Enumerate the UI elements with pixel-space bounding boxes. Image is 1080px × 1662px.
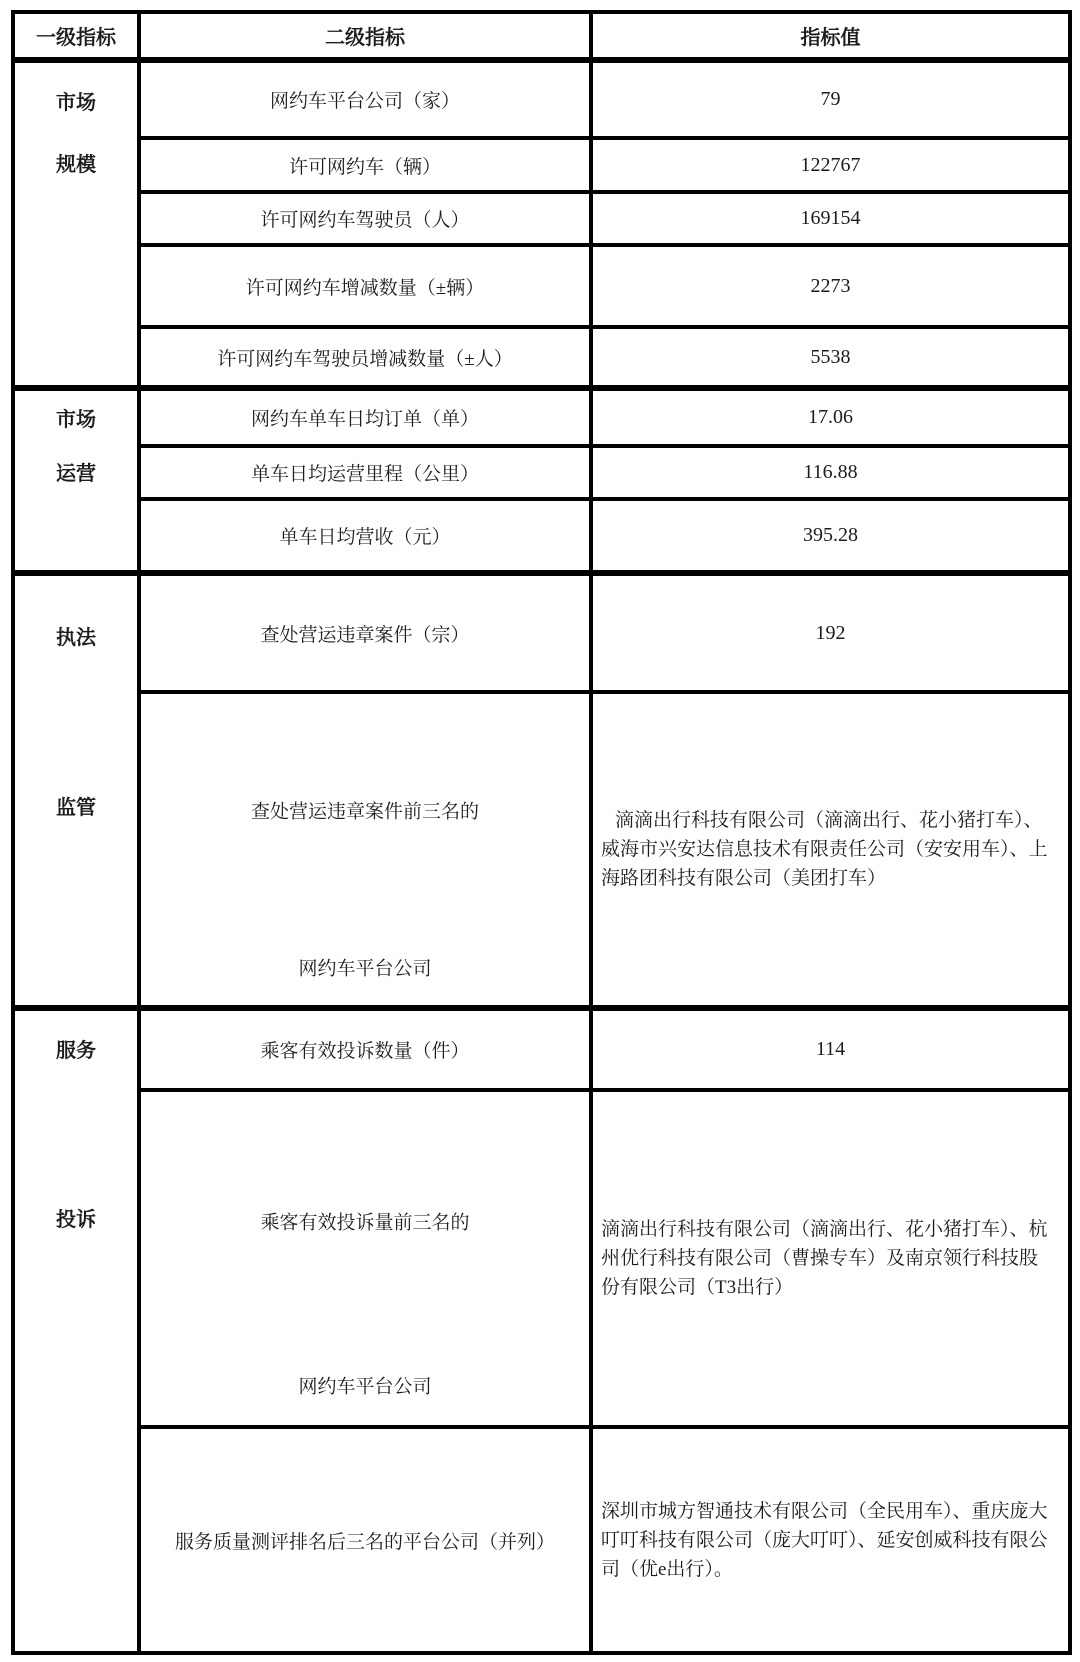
group1-label-line2: 规模	[56, 154, 96, 177]
group3-label-line2: 监管	[56, 796, 96, 819]
row-value: 79	[591, 60, 1070, 138]
row-value: 5538	[591, 327, 1070, 388]
indicator-table	[11, 10, 1072, 1655]
row-indicator: 许可网约车驾驶员增减数量（±人）	[139, 327, 591, 388]
table-row	[13, 573, 1070, 692]
group4-label-cell	[13, 1008, 139, 1653]
row-indicator-line2: 网约车平台公司	[298, 959, 432, 981]
group4-label-line2: 投诉	[56, 1208, 96, 1231]
row-value-long: 深圳市城方智通技术有限公司（全民用车）、重庆庞大叮叮科技有限公司（庞大叮叮）、延安创威科技有限公司（优e出行）。	[591, 1427, 1070, 1653]
row-indicator: 网约车单车日均订单（单）	[139, 388, 591, 446]
row-indicator: 许可网约车驾驶员（人）	[139, 192, 591, 245]
row-indicator-two-line	[139, 692, 591, 1008]
group4-label-line1: 服务	[56, 1039, 96, 1062]
company-list-text: 滴滴出行科技有限公司（滴滴出行、花小猪打车）、威海市兴安达信息技术有限责任公司（安安用车）、上海路团科技有限公司（美团打车）	[601, 810, 1048, 889]
row-value: 169154	[591, 192, 1070, 245]
group1-label-cell	[13, 60, 139, 388]
row-indicator-line2: 网约车平台公司	[298, 1377, 432, 1399]
table-row	[13, 499, 1070, 573]
group2-label-line1: 市场	[56, 408, 96, 431]
row-indicator-two-line	[139, 1090, 591, 1427]
row-indicator: 服务质量测评排名后三名的平台公司（并列）	[139, 1427, 591, 1653]
table-row	[13, 60, 1070, 138]
row-value: 17.06	[591, 388, 1070, 446]
row-indicator: 网约车平台公司（家）	[139, 60, 591, 138]
header-level2: 二级指标	[139, 12, 591, 60]
header-row	[13, 12, 1070, 60]
row-value: 114	[591, 1008, 1070, 1090]
row-indicator: 单车日均运营里程（公里）	[139, 446, 591, 499]
row-value: 116.88	[591, 446, 1070, 499]
row-indicator: 许可网约车（辆）	[139, 138, 591, 192]
row-value: 395.28	[591, 499, 1070, 573]
table-row	[13, 388, 1070, 446]
row-value: 192	[591, 573, 1070, 692]
table-row	[13, 1008, 1070, 1090]
table-row	[13, 1427, 1070, 1653]
table-row	[13, 446, 1070, 499]
header-value: 指标值	[591, 12, 1070, 60]
header-level1: 一级指标	[13, 12, 139, 60]
table-row	[13, 138, 1070, 192]
group3-label-cell	[13, 573, 139, 1008]
row-indicator-line1: 乘客有效投诉量前三名的	[260, 1212, 470, 1234]
table-row	[13, 327, 1070, 388]
row-indicator-line1: 查处营运违章案件前三名的	[250, 801, 479, 823]
row-value: 122767	[591, 138, 1070, 192]
group1-label-line1: 市场	[56, 92, 96, 115]
table-row	[13, 692, 1070, 1008]
row-indicator: 单车日均营收（元）	[139, 499, 591, 573]
table-row	[13, 1090, 1070, 1427]
row-indicator: 乘客有效投诉数量（件）	[139, 1008, 591, 1090]
row-indicator: 许可网约车增减数量（±辆）	[139, 245, 591, 327]
row-value-long: 滴滴出行科技有限公司（滴滴出行、花小猪打车）、杭州优行科技有限公司（曹操专车）及南京领行科技股份有限公司（T3出行）	[591, 1090, 1070, 1427]
table-row	[13, 245, 1070, 327]
row-indicator: 查处营运违章案件（宗）	[139, 573, 591, 692]
group3-label-line1: 执法	[56, 627, 96, 650]
table-row	[13, 192, 1070, 245]
row-value-long	[591, 692, 1070, 1008]
group2-label-line2: 运营	[56, 463, 96, 486]
group2-label-cell	[13, 388, 139, 573]
row-value: 2273	[591, 245, 1070, 327]
